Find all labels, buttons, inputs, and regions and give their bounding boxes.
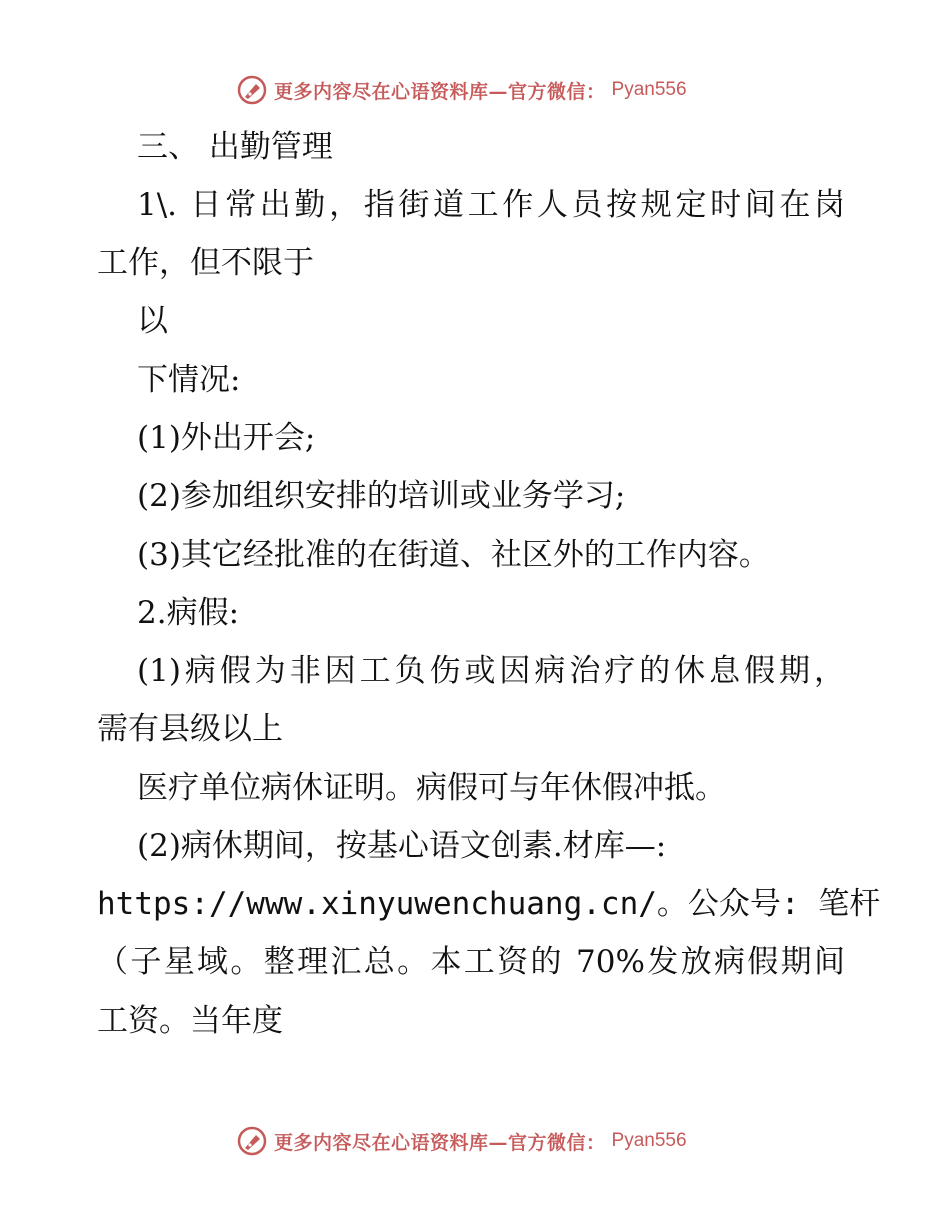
pen-nib-logo-icon xyxy=(236,74,268,106)
paragraph-line: 需有县级以上 xyxy=(97,711,283,747)
watermark-wechat-id: Pyan556 xyxy=(611,1130,687,1151)
header-watermark xyxy=(236,70,687,110)
subheading: 2.病假: xyxy=(137,595,240,631)
paragraph-line: 以 xyxy=(137,303,168,339)
pen-nib-logo-icon xyxy=(236,1125,268,1157)
footer-watermark xyxy=(236,1121,687,1161)
paragraph-line: 下情况: xyxy=(137,362,241,398)
paragraph-line: 工作，但不限于 xyxy=(97,245,314,281)
list-item: (2)参加组织安排的培训或业务学习; xyxy=(137,478,626,514)
watermark-wechat-id: Pyan556 xyxy=(611,79,687,100)
list-item: (2)病休期间，按基心语文创素.材库—: xyxy=(137,828,667,864)
list-item: (3)其它经批准的在街道、社区外的工作内容。 xyxy=(137,537,770,573)
section-heading: 三、 出勤管理 xyxy=(137,129,333,165)
watermark-text: 更多内容尽在心语资料库—官方微信： xyxy=(274,1131,606,1154)
watermark-text: 更多内容尽在心语资料库—官方微信： xyxy=(274,80,606,103)
paragraph-line: 工资。当年度 xyxy=(97,1003,283,1039)
url-line: https://www.xinyuwenchuang.cn/。公众号: 笔杆 xyxy=(97,886,881,922)
list-item: (1)外出开会; xyxy=(137,420,316,456)
paragraph-line: 医疗单位病休证明。病假可与年休假冲抵。 xyxy=(137,770,726,806)
list-item: (1)病假为非因工负伤或因病治疗的休息假期， xyxy=(137,653,845,689)
paragraph-line: 1\. 日常出勤，指街道工作人员按规定时间在岗 xyxy=(137,187,845,223)
paragraph-line: （子星域。整理汇总。本工资的 70%发放病假期间 xyxy=(97,944,845,980)
